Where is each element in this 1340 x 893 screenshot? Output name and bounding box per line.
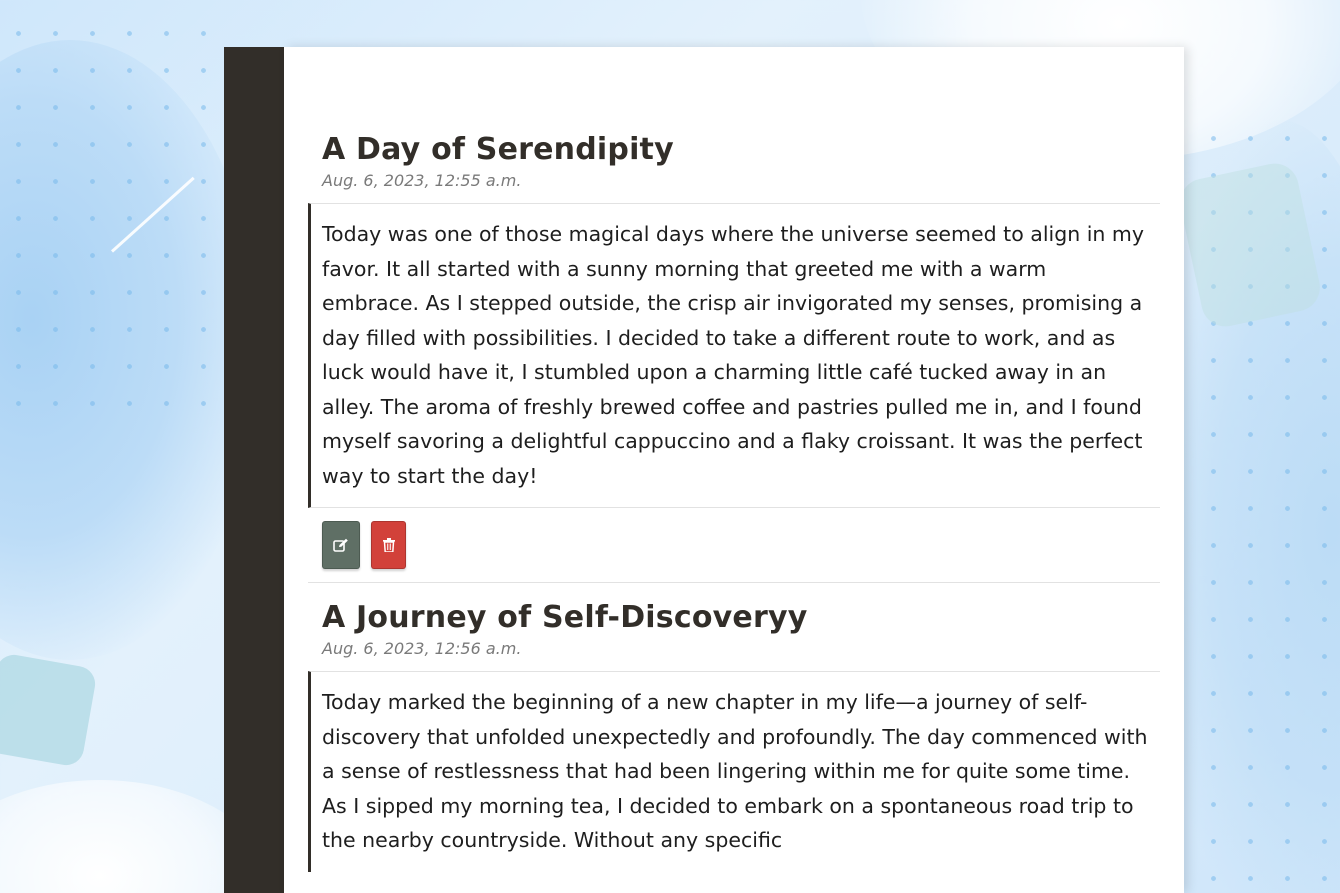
entry-header (308, 132, 1160, 191)
background-dots (0, 15, 210, 435)
edit-button[interactable] (322, 521, 360, 569)
entry-actions (308, 508, 1160, 583)
entry-title: A Journey of Self-Discoveryy (322, 600, 808, 635)
entry-body: Today was one of those magical days where the universe seemed to align in my favor. It all started with a sunny morning that greeted me with a warm embrace. As I stepped outside, the crisp air invigorated my senses, promising a day filled with possibilities. I decided to take a different route to work, and as luck would have it, I stumbled upon a charming little café tucked away in an alley. The aroma of freshly brewed coffee and pastries pulled me in, and I found myself savoring a delightful cappuccino and a flaky croissant. It was the perfect way to start the day! (308, 203, 1160, 508)
diary-entry (284, 47, 1184, 583)
diary-entry (284, 583, 1184, 872)
delete-button[interactable] (371, 521, 406, 569)
sidebar (224, 47, 284, 893)
entry-date: Aug. 6, 2023, 12:56 a.m. (322, 639, 522, 658)
trash-icon (383, 538, 395, 552)
background-shape (0, 652, 98, 768)
entry-header (308, 600, 1160, 659)
diary-content (284, 47, 1184, 893)
entry-body: Today marked the beginning of a new chapter in my life—a journey of self-discovery that unfolded unexpectedly and profoundly. The day commenced with a sense of restlessness that had been lingering within me for quite some time. As I sipped my morning tea, I decided to embark on a spontaneous road trip to the nearby countryside. Without any specific (308, 671, 1160, 872)
entry-title: A Day of Serendipity (322, 132, 674, 167)
edit-icon (333, 538, 349, 552)
entry-date: Aug. 6, 2023, 12:55 a.m. (322, 171, 522, 190)
